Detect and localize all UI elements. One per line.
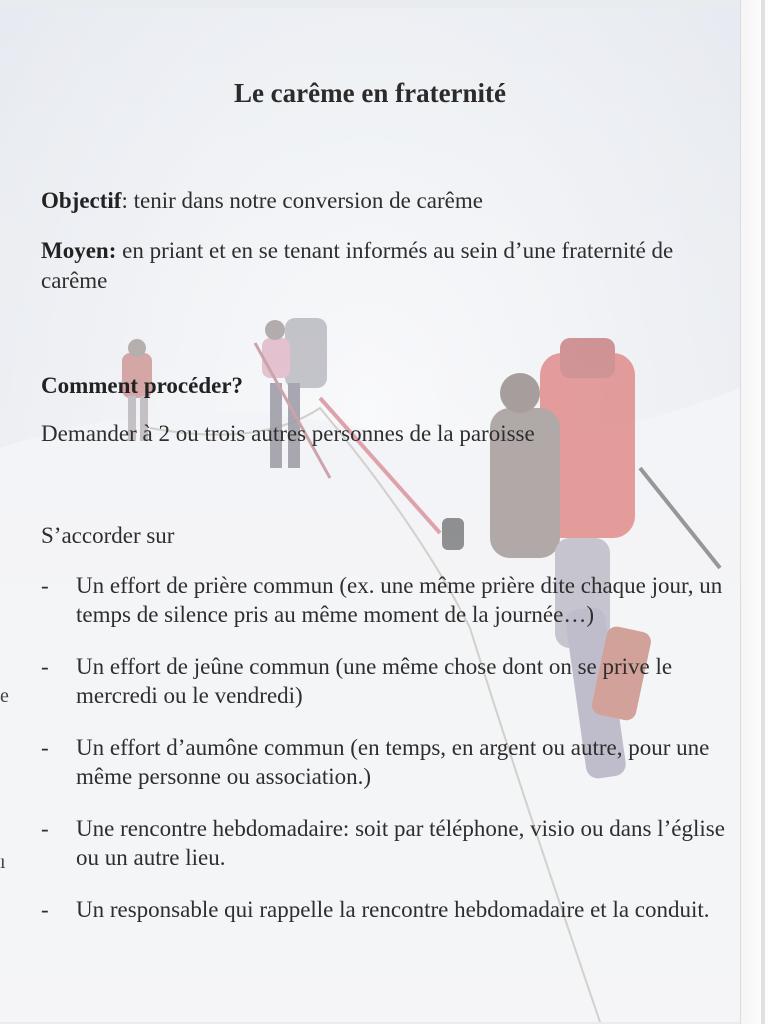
list-item: - Un effort de prière commun (ex. une même prière dite chaque jour, un temps de silence pris au même moment de la journée…) xyxy=(41,573,723,627)
procedure-text: Demander à 2 ou trois autres personnes de la paroisse xyxy=(41,421,535,446)
left-edge-mark: e xyxy=(0,685,9,707)
list-item: - Une rencontre hebdomadaire: soit par téléphone, visio ou dans l’église ou un autre lieu. xyxy=(41,816,725,870)
procedure-heading: Comment procéder? xyxy=(41,373,244,398)
list-item: - Un effort d’aumône commun (en temps, en argent ou autre, pour une même personne ou association.) xyxy=(41,735,710,789)
agreement-list xyxy=(41,571,731,947)
objectif-line xyxy=(41,186,483,216)
moyen-text: en priant et en se tenant informés au sein d’une fraternité de carême xyxy=(41,238,674,293)
page-edge-strip xyxy=(740,0,768,1024)
list-item: - Un responsable qui rappelle la rencontre hebdomadaire et la conduit. xyxy=(41,897,710,922)
left-edge-mark: ı xyxy=(0,851,6,873)
moyen-line xyxy=(41,236,701,296)
page-title: Le carême en fraternité xyxy=(233,78,507,108)
document-page xyxy=(0,8,740,1022)
list-item: - Un effort de jeûne commun (une même chose dont on se prive le mercredi ou le vendredi) xyxy=(41,654,673,708)
objectif-text: : tenir dans notre conversion de carême xyxy=(121,188,483,213)
moyen-label: Moyen: xyxy=(41,238,117,263)
objectif-label: Objectif xyxy=(41,188,122,213)
agree-heading: S’accorder sur xyxy=(41,523,175,548)
